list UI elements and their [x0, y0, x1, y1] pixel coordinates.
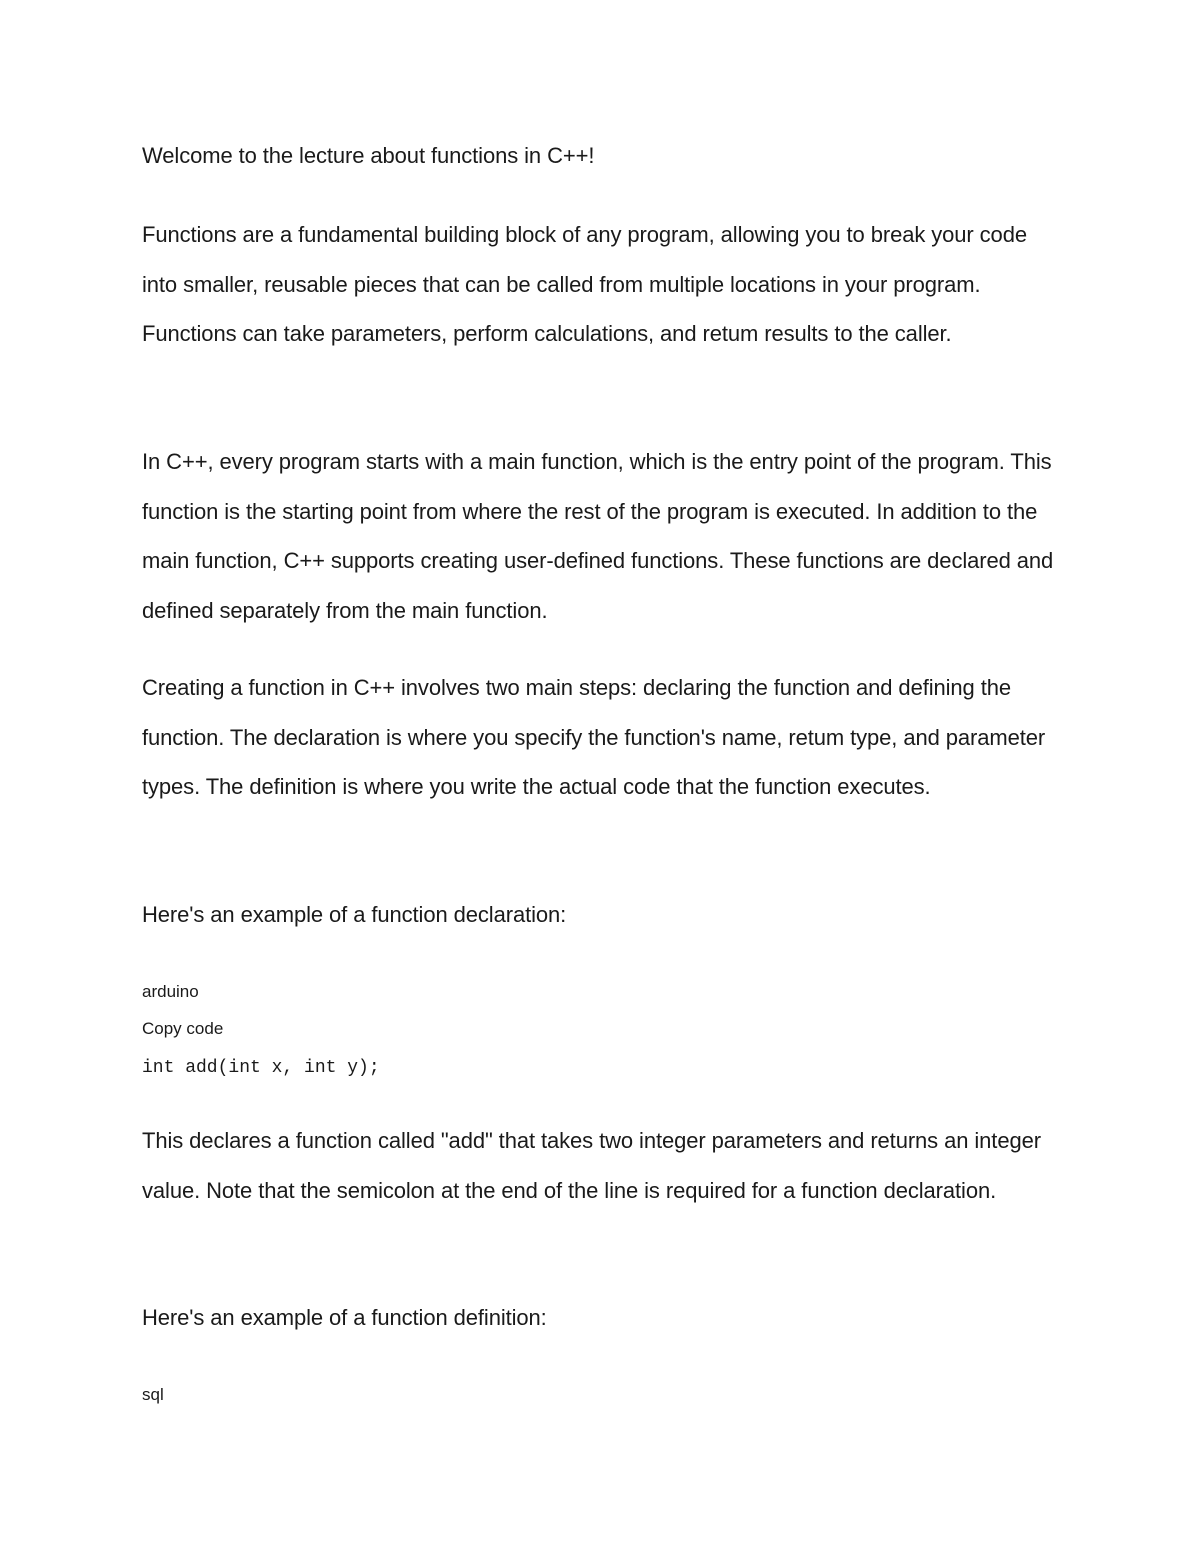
intro-paragraph: Welcome to the lecture about functions in C++!	[142, 143, 595, 168]
creating-function-paragraph: Creating a function in C++ involves two main steps: declaring the function and defining the function. The declaration is where you specify the function's name, retum type, and parameter types. The definition is where you write the actual code that the function executes.	[142, 675, 1046, 799]
declaration-code: int add(int x, int y);	[142, 1058, 380, 1078]
declaration-explanation-paragraph: This declares a function called "add" that takes two integer parameters and returns an integer value. Note that the semicolon at the end of the line is required for a function declaration.	[142, 1128, 1041, 1203]
declaration-example-heading: Here's an example of a function declaration:	[142, 902, 567, 927]
copy-code-button[interactable]: Copy code	[142, 1019, 224, 1038]
main-function-paragraph: In C++, every program starts with a main function, which is the entry point of the program. This function is the starting point from where the rest of the program is executed. In addition to the main function, C++ supports creating user-defined functions. These functions are declared and defined separately from the main function.	[142, 449, 1054, 623]
code-language-label-2: sql	[142, 1385, 164, 1404]
definition-example-heading: Here's an example of a function definition:	[142, 1305, 547, 1330]
code-language-label: arduino	[142, 982, 199, 1001]
functions-overview-paragraph: Functions are a fundamental building block of any program, allowing you to break your code into smaller, reusable pieces that can be called from multiple locations in your program. Functions can take parameters, perform calculations, and retum results to the caller.	[142, 222, 1027, 346]
